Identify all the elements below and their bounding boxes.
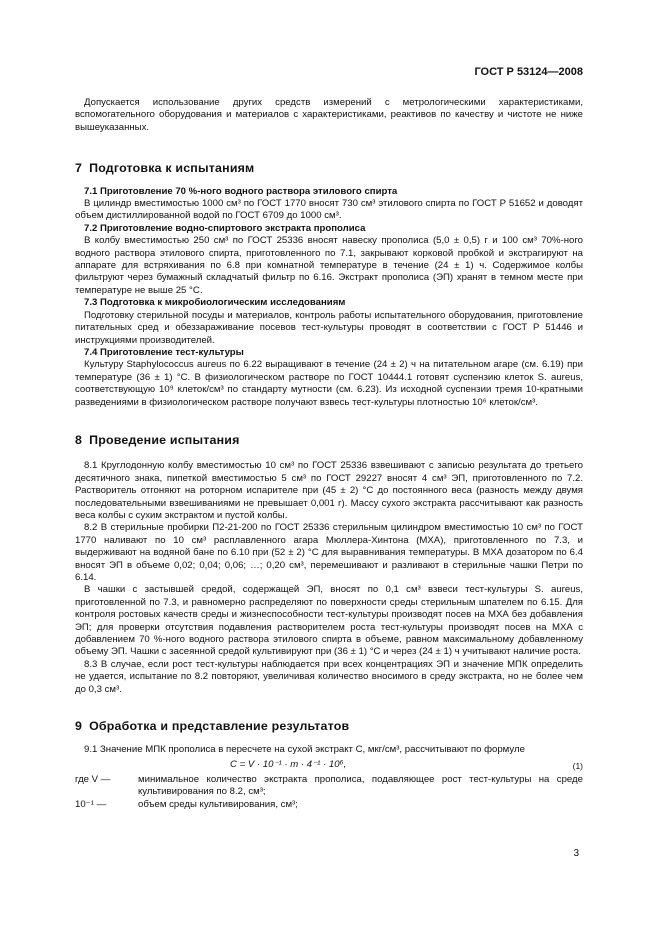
paragraph-8-1: 8.1 Круглодонную колбу вместимостью 10 см³ по ГОСТ 25336 взвешивают с записью результата до третьего десятичного знака, пипеткой вместимостью 5 см³ по ГОСТ 29227 вносят 4 см³ ЭП, приготовленного по 7.2. Растворитель отгоняют на роторном испарителе при (45 ± 2) °С до постоянного веса (разность между двумя последовательными взвешиваниями не превышает 0,001 г). Массу сухого экстракта рассчитывают как разность веса колбы с сухим экстрактом и пустой колбы. [75, 460, 583, 521]
document-body [75, 97, 583, 811]
where-key-v: где V — [75, 773, 111, 785]
subsection-7-4-title: 7.4 Приготовление тест-культуры [84, 346, 244, 358]
intro-paragraph: Допускается использование других средств измерений с метрологическими характеристиками, вспомогательного оборудования и материалов с характеристиками, реактивов по качеству и чистоте не ниже вышеуказанных. [75, 97, 583, 133]
subsection-7-2-title: 7.2 Приготовление водно-спиртового экстракта прополиса [84, 222, 366, 234]
where-key-volume: 10⁻¹ — [75, 798, 107, 810]
subsection-7-2-text: В колбу вместимостью 250 см³ по ГОСТ 25336 вносят навеску прополиса (5,0 ± 0,5) г и 100 см³ 70%-ного водного раствора этилового спирта, приготовленного по 7.1, закрывают корковой пробкой и экстрагируют на аппарате для встряхивания по 6.8 при комнатной температуре в течение (24 ± 1) ч. Содержимое колбы фильтруют через бумажный складчатый фильтр по 6.16. Экстракт прополиса (ЭП) хранят в темном месте при температуре не выше 25 °С. [75, 235, 583, 296]
section-9-title: Обработка и представление результатов [89, 719, 350, 734]
formula-number: (1) [572, 760, 583, 771]
formula-block [75, 757, 583, 772]
section-7-title: Подготовка к испытаниям [89, 161, 255, 176]
section-7-heading [75, 162, 583, 174]
paragraph-8-2: 8.2 В стерильные пробирки П2-21-200 по ГОСТ 25336 стерильным цилиндром вместимостью 10 см³ по ГОСТ 1770 наливают по 10 см³ расплавленного агара Мюллера-Хинтона (МХА), приготовленного по 7.3, и выдерживают на водяной бане по 6.10 при (52 ± 2) °С для выравнивания температуры. В МХА дозатором по 6.4 вносят ЭП в объеме 0,02; 0,04; 0,06; …; 0,20 см³, перемешивают и разливают в стерильные чашки Петри по 6.14. [75, 522, 583, 583]
section-8-number: 8 [75, 432, 83, 447]
where-definition-v [75, 774, 583, 799]
section-9-heading [75, 720, 583, 732]
subsection-7-1-title: 7.1 Приготовление 70 %-ного водного раствора этилового спирта [84, 185, 398, 197]
paragraph-9-1: 9.1 Значение МПК прополиса в пересчете на сухой экстракт C, мкг/см³, рассчитывают по формуле [84, 744, 525, 756]
section-7-number: 7 [75, 161, 83, 176]
where-text-volume: объем среды культивирования, см³; [138, 798, 298, 810]
paragraph-8-3: 8.3 В случае, если рост тест-культуры наблюдается при всех концентрациях ЭП и значение МПК определить не удается, испытание по 8.2 повторяют, увеличивая количество вносимого в среду экстракта, но не более чем до 0,3 см³. [75, 658, 583, 695]
paragraph-8-2-continued: В чашки с застывшей средой, содержащей ЭП, вносят по 0,1 см³ взвеси тест-культуры S. aureus, приготовленной по 7.3, и равномерно распределяют по поверхности среды стерильным шпателем по 6.15. Для контроля ростовых качеств среды и жизнеспособности тест-культуры производят посев на МХА без добавления ЭП; для проверки отсутствия подавления растворителем роста тест-культуры производят посев на МХА с добавлением 70 %-ного водного раствора этилового спирта в объеме, равном максимальному добавленному объему ЭП. Чашки с засеянной средой культивируют при (36 ± 1) °С и через (24 ± 1) ч учитывают наличие роста. [75, 584, 583, 658]
subsection-7-1-text: В цилиндр вместимостью 1000 см³ по ГОСТ 1770 вносят 730 см³ этилового спирта по ГОСТ Р 51652 и доводят объем дистиллированной водой по ГОСТ 6709 до 1000 см³. [75, 198, 583, 222]
subsection-7-3-text: Подготовку стерильной посуды и материалов, контроль работы испытательного оборудования, приготовление питательных сред и обеззараживание посевов тест-культуры проводят в соответствии с ГОСТ Р 51446 и инструкциями производителей. [75, 309, 583, 346]
page-number: 3 [573, 848, 579, 859]
mpk-formula: C = V · 10⁻¹ · m · 4⁻¹ · 10⁶, [230, 758, 347, 770]
section-9-number: 9 [75, 719, 83, 734]
section-8-heading [75, 434, 583, 446]
section-8-title: Проведение испытания [89, 432, 240, 447]
where-definition-volume [75, 799, 583, 811]
subsection-7-4-text: Культуру Staphylococcus aureus по 6.22 выращивают в течение (24 ± 2) ч на питательном агаре (см. 6.19) при температуре (36 ± 1) °С. В физиологическом растворе по ГОСТ 10444.1 готовят суспензию клеток S. aureus, соответствующую 10⁹ клеток/см³ по стандарту мутности (см. 6.23). Из исходной суспензии тремя 10-кратными разведениями в физиологическом растворе получают взвесь тест-культуры плотностью 10⁶ клеток/см³. [75, 359, 583, 408]
subsection-7-3-title: 7.3 Подготовка к микробиологическим исследованиям [84, 297, 346, 309]
where-text-v: минимальное количество экстракта прополиса, подавляющее рост тест-культуры на среде культивирования по 8.2, см³; [138, 773, 583, 798]
standard-header: ГОСТ Р 53124—2008 [474, 66, 583, 78]
